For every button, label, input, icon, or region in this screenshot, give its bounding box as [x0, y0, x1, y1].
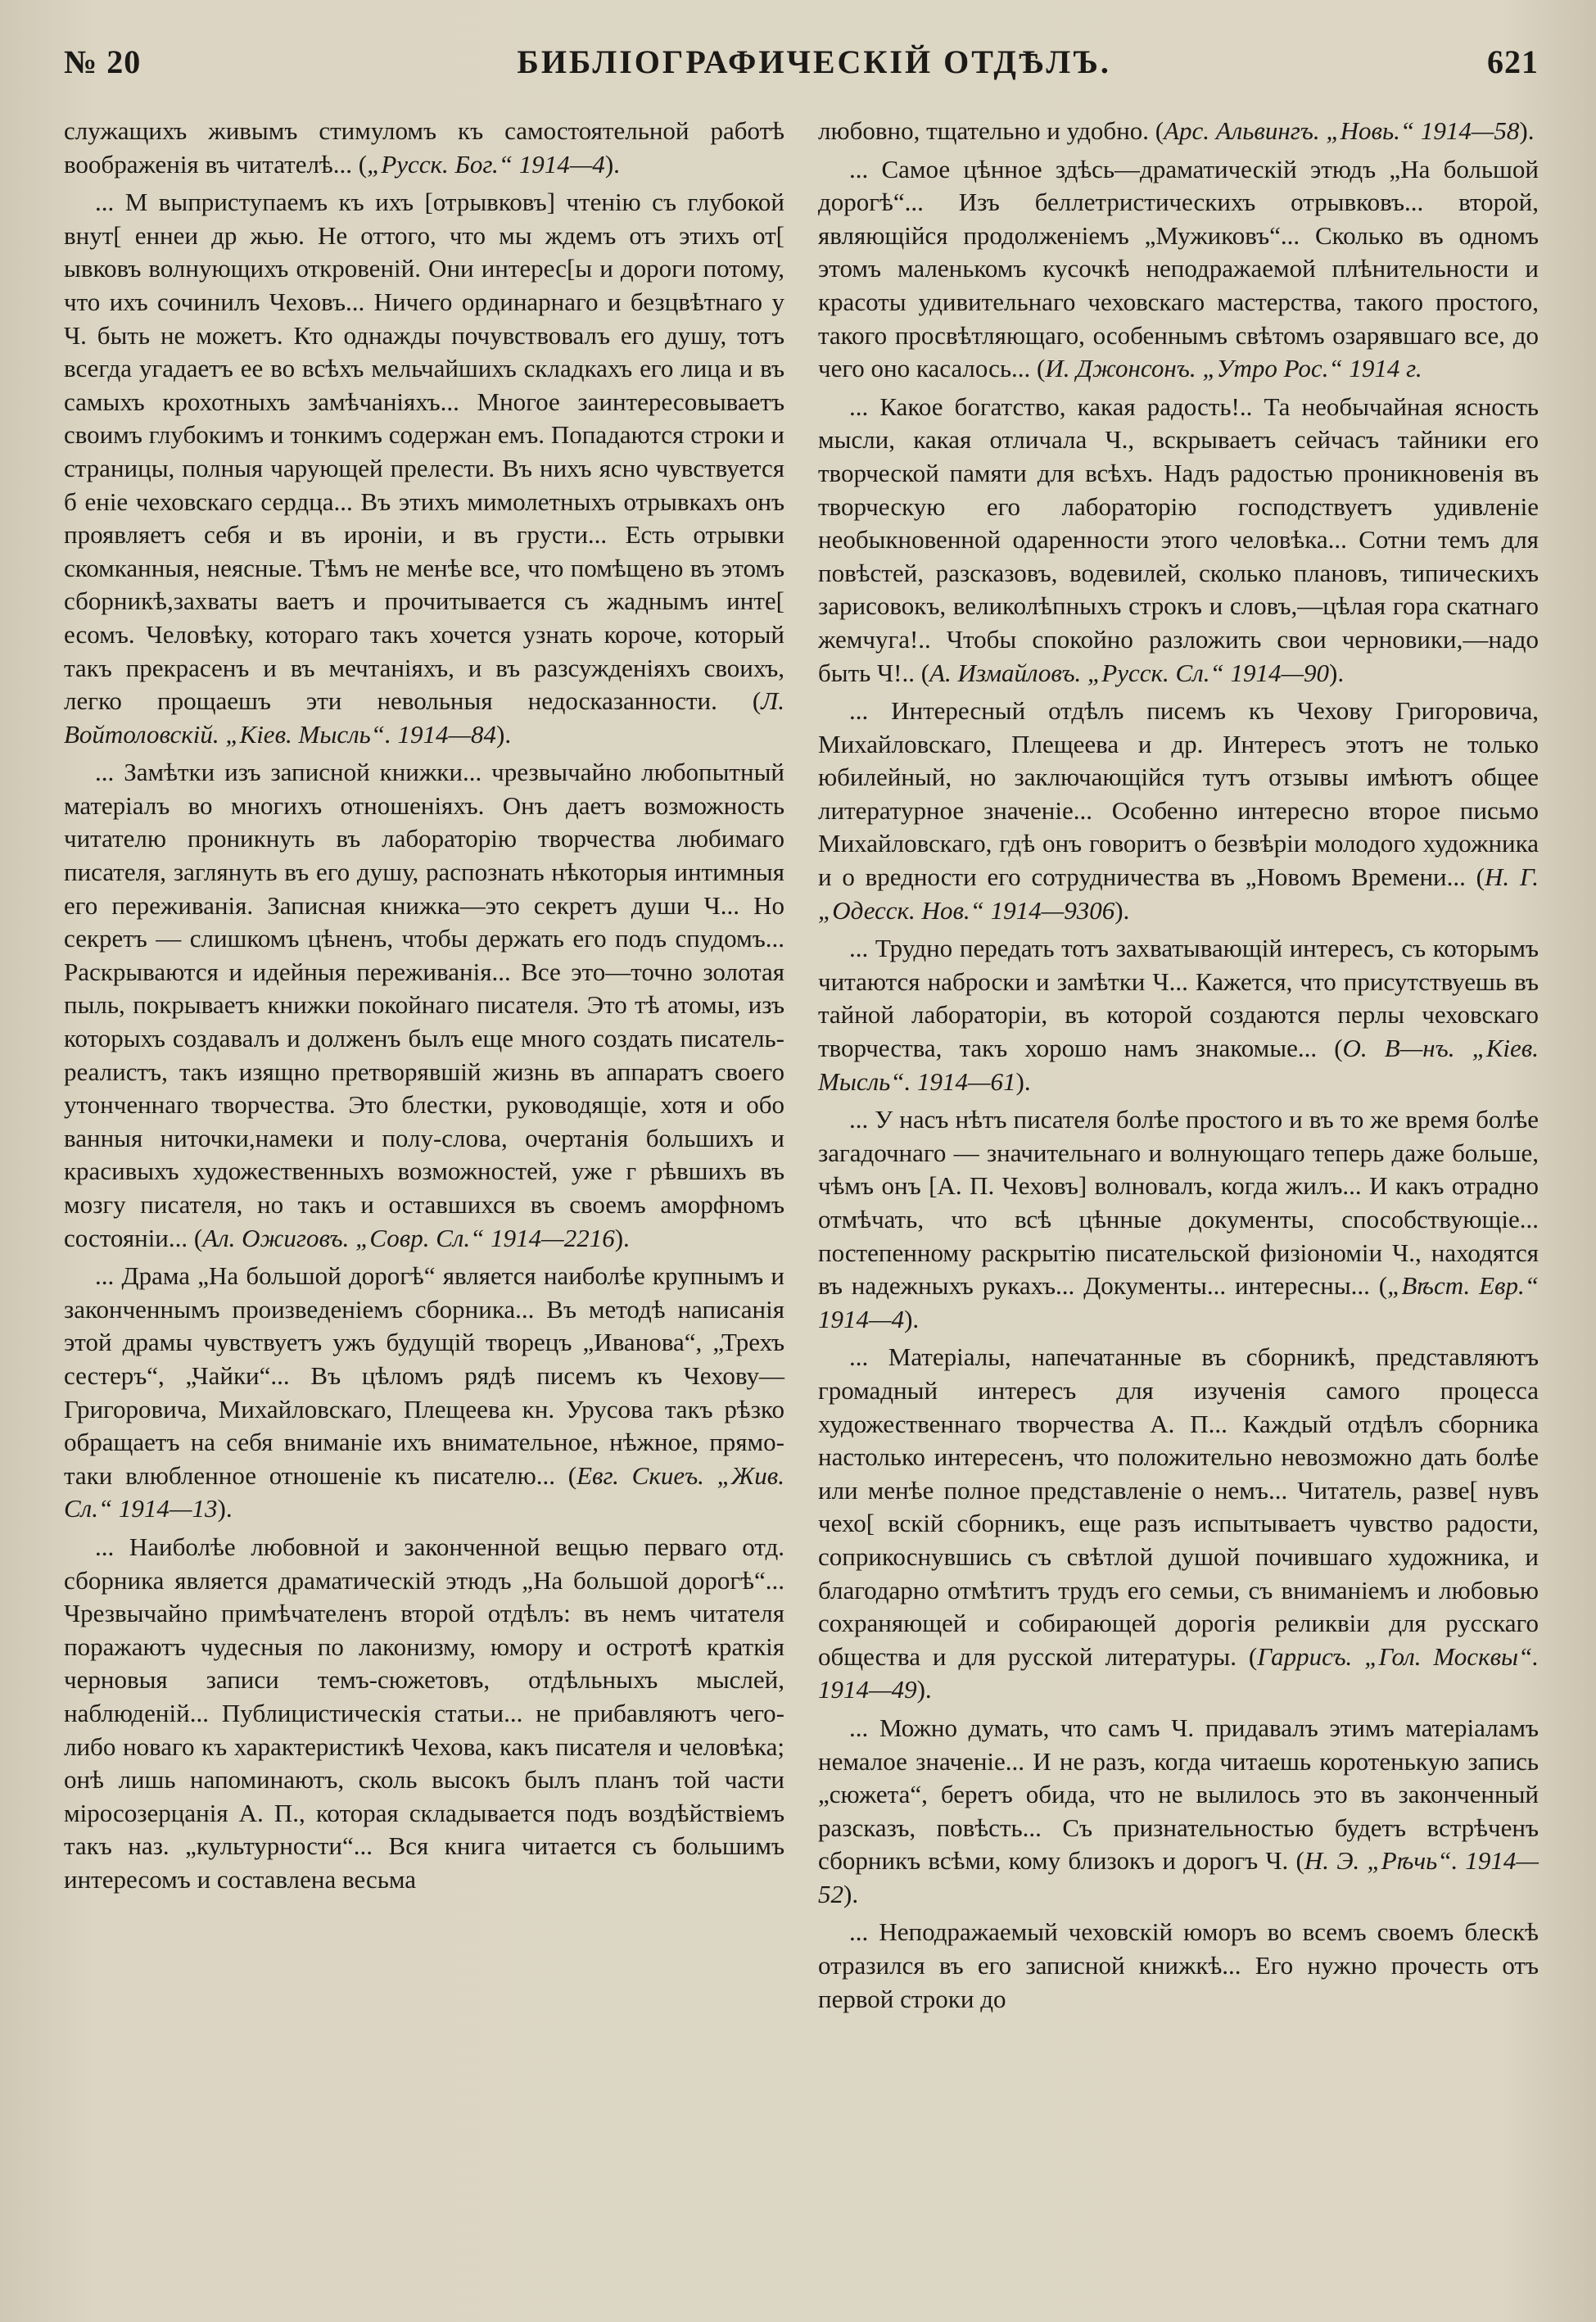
paragraph: [818, 1341, 1539, 1707]
citation-end: ).: [1329, 658, 1345, 687]
citation-source: Ал. Ожиговъ. „Совр. Сл.“ 1914—2216: [202, 1223, 615, 1252]
citation-source: О. В—нъ. „Кіев. Мысль“. 1914—61: [818, 1034, 1539, 1096]
page-number: 621: [1487, 43, 1539, 80]
running-header: [64, 43, 1539, 100]
citation-source: Л. Войтоловскій. „Кіев. Мысль“. 1914—84: [64, 686, 784, 749]
issue-number: № 20: [64, 43, 142, 80]
paragraph-text: ... Матеріалы, напечатанные въ сборникѣ, представляютъ громадный интересъ для изученія самого процесса художественнаго творчества А. П... Каждый отдѣлъ сборника настолько интересенъ, что положительно невозможно дать болѣе или менѣе полное представленіе о немъ... Читатель, разве[ нувъ чехо[ вскій сборникъ, еще разъ испытываетъ чувство радости, соприкоснувшись съ свѣтлой душой почившаго художника, и благодарно отмѣтитъ трудъ его семьи, съ вниманіемъ и любовью сохраняющей и собирающей дорогія реликвіи для русскаго общества и для русской литературы. (: [818, 1342, 1539, 1671]
paragraph-text: ... Интересный отдѣлъ писемъ къ Чехову Григоровича, Михайловскаго, Плещеева и др. Интересъ этотъ не только юбилейный, но заключающійся тутъ отзывы имѣютъ общее литературное значеніе... Особенно интересно второе письмо Михайловскаго, гдѣ онъ говоритъ о безвѣріи молодого художника и о вредности его сотрудничества въ „Новомъ Времени... (: [818, 696, 1539, 892]
paragraph-text: ... Наиболѣе любовной и законченной вещью перваго отд. сборника является драматическій этюдъ „На большой дорогѣ“... Чрезвычайно примѣчателенъ второй отдѣлъ: въ немъ читателя поражаютъ чудесныя по лаконизму, юмору и остротѣ краткія черновыя записи темъ-сюжетовъ, отдѣльныхъ мыслей, наблюденій... Публицистическія статьи... не прибавляютъ чего-либо новаго къ характеристикѣ Чехова, какъ писателя и человѣка; онѣ лишь напоминаютъ, сколь высокъ былъ планъ той части міросозерцанія А. П., которая складывается подъ воздѣйствіемъ такъ наз. „культурности“... Вся книга читается съ большимъ интересомъ и составлена весьма: [64, 1532, 784, 1894]
citation-source: Н. Г. „Одесск. Нов.“ 1914—9306: [818, 862, 1539, 925]
paragraph: [818, 153, 1539, 386]
paragraph: [64, 115, 784, 181]
citation-end: ).: [904, 1304, 920, 1333]
citation-end: ).: [614, 1223, 630, 1252]
paragraph: [818, 391, 1539, 690]
citation-source: „Вѣст. Евр.“ 1914—4: [818, 1271, 1539, 1333]
citation-end: ).: [1114, 895, 1130, 925]
citation-source: Арс. Альвингъ. „Новь.“ 1914—58: [1164, 116, 1520, 145]
paragraph: [818, 932, 1539, 1098]
citation-source: Евг. Скиеъ. „Жив. Сл.“ 1914—13: [64, 1460, 785, 1523]
paragraph-text: ... М выприступаемъ къ ихъ [отрывковъ] чтенію съ глубокой внут[ еннеи др жью. Не оттого, что мы ждемъ отъ этихъ от[ ывковъ волнующихъ откровеній. Они интерес[ы и дороги потому, что ихъ сочинилъ Чеховъ... Ничего ординарнаго и безцвѣтнаго у Ч. быть не можетъ. Кто однажды почувствовалъ его душу, тотъ всегда угадаетъ ее во всѣхъ мельчайшихъ складкахъ его лица и въ самыхъ крохотныхъ замѣчаніяхъ... Многое заинтересовываетъ своимъ глубокимъ и тонкимъ содержан емъ. Попадаются строки и страницы, полныя чарующей прелести. Въ нихъ ясно чувствуется б еніе чеховскаго сердца... Въ этихъ мимолетныхъ отрывкахъ онъ проявляетъ себя и въ иронiи, и въ грусти... Есть отрывки скомканныя, неясные. Тѣмъ не менѣе все, что помѣщено въ этомъ сборникѣ,захваты ваетъ и прочитывается съ жаднымъ инте[ есомъ. Человѣку, котораго такъ хочется узнать короче, который такъ прекрасенъ и въ мечтаніяхъ, и въ разсужденіяхъ своихъ, легко прощаешъ эти невольныя недосказанности. (: [64, 188, 784, 716]
paragraph-text: ... Какое богатство, какая радость!.. Та необычайная ясность мысли, какая отличала Ч., вскрываетъ сейчасъ тайники его творческой памяти для всѣхъ. Надъ радостью проникновенія въ творческую его лабораторію господствуетъ удивленіе необыкновенной одаренности этого человѣка... Сотни темъ для повѣстей, разсказовъ, водевилей, сколько плановъ, типическихъ зарисовокъ, великолѣпныхъ строкъ и словъ,—цѣлая гора скатнаго жемчуга!.. Чтобы спокойно разложить свои черновики,—надо быть Ч!.. (: [818, 392, 1539, 687]
paragraph-text: ... Самое цѣнное здѣсь—драматическій этюдъ „На большой дорогѣ“... Изъ беллетристическихъ отрывковъ... второй, являющійся продолженіемъ „Мужиковъ“... Сколько въ одномъ этомъ маленькомъ кусочкѣ неподражаемой плѣнительности и красоты удивительнаго чеховскаго мастерства, такого простого, такого просвѣтляющаго, особеннымъ свѣтомъ озарявшаго все, до чего оно касалось... (: [818, 154, 1539, 383]
paragraph: [64, 756, 784, 1255]
paragraph-text: ... Неподражаемый чеховскій юморъ во всемъ своемъ блескѣ отразился въ его записной книжкѣ... Его нужно прочесть отъ первой строки до: [818, 1917, 1539, 2013]
paragraph-text: ... У насъ нѣтъ писателя болѣе простого и въ то же время болѣе загадочнаго — значительнаго и волнующаго теперь даже больше, чѣмъ онъ [А. П. Чеховъ] волновалъ, когда жилъ... И какъ отрадно отмѣчать, что всѣ цѣнные документы, способствующіе... постепенному раскрытію писательской физіономіи Ч., находятся въ надежныхъ рукахъ... Документы... интересны... (: [818, 1105, 1539, 1301]
section-title: БИБЛІОГРАФИЧЕСКІЙ ОТДѢЛЪ.: [517, 43, 1111, 80]
citation-source: А. Измайловъ. „Русск. Сл.“ 1914—90: [929, 658, 1330, 687]
citation-end: ).: [1519, 116, 1535, 145]
paragraph-text: ... Можно думать, что самъ Ч. придавалъ этимъ матеріаламъ немалое значеніе... И не разъ, когда читаешь коротенькую запись „сюжета“, беретъ обида, что не вылилось это въ законченный разсказъ, повѣсть... Съ признательностью будетъ встрѣченъ сборникъ всѣми, кому близокъ и дорогъ Ч. (: [818, 1713, 1539, 1876]
citation-end: ).: [604, 149, 620, 179]
citation-end: ).: [916, 1675, 932, 1704]
paragraph: [818, 695, 1539, 927]
citation-end: ).: [843, 1879, 859, 1908]
paragraph: [818, 1103, 1539, 1336]
text-columns: [64, 115, 1539, 2021]
citation-end: ).: [496, 719, 512, 749]
paragraph: [64, 186, 784, 751]
citation-source: И. Джонсонъ. „Утро Рос.“ 1914 г.: [1045, 354, 1422, 383]
paragraph-text: служащихъ живымъ стимуломъ къ самостоятельной работѣ воображенія въ читателѣ... (: [64, 116, 784, 179]
paragraph-text: ... Замѣтки изъ записной книжки... чрезвычайно любопытный матеріалъ во многихъ отношеніяхъ. Онъ даетъ возможность читателю проникнуть въ лабораторію творчества любимаго писателя, заглянуть въ его душу, распознать нѣкоторыя интимныя его переживанія. Записная книжка—это секретъ души Ч... Но секретъ — слишкомъ цѣненъ, чтобы держать его подъ спудомъ... Раскрываются и идейныя переживанія... Все это—точно золотая пыль, покрываетъ книжки покойнаго писателя. Это тѣ атомы, изъ которыхъ создавалъ и долженъ былъ еще много создать писатель-реалистъ, такъ изящно претворявшій жизнь въ аппаратъ своего утонченнаго творчества. Это блестки, руководящіе, хотя и обо ванныя ниточки,намеки и полу-слова, очертанія большихъ и красивыхъ художественныхъ возможностей, уже г рѣвшихъ въ мозгу писателя, но такъ и оставшихся въ своемъ аморфномъ состояніи... (: [64, 758, 784, 1252]
paragraph-text: любовно, тщательно и удобно. (: [818, 116, 1164, 145]
citation-source: Гаррисъ. „Гол. Москвы“. 1914—49: [818, 1641, 1539, 1704]
citation-end: ).: [1015, 1066, 1031, 1096]
paragraph: [64, 1531, 784, 1897]
citation-source: Н. Э. „Рѣчь“. 1914—52: [818, 1846, 1539, 1908]
left-column: [64, 115, 784, 2021]
paragraph: [818, 115, 1539, 148]
paragraph-text: ... Трудно передать тотъ захватывающій интересъ, съ которымъ читаются наброски и замѣтки Ч... Кажется, что присутствуешь въ тайной лабораторіи, въ которой создаются перлы чеховскаго творчества, такъ хорошо намъ знакомые... (: [818, 934, 1539, 1063]
right-column: [818, 115, 1539, 2021]
paragraph-text: ... Драма „На большой дорогѣ“ является наиболѣе крупнымъ и законченнымъ произведеніемъ сборника... Въ методѣ написанія этой драмы чувствуетъ ужъ будущій творецъ „Иванова“, „Трехъ сестеръ“, „Чайки“... Въ цѣломъ рядѣ писемъ къ Чехову—Григоровича, Михайловскаго, Плещеева кн. Урусова такъ рѣзко обращаетъ на себя вниманіе ихъ внимательное, нѣжное, прямо-таки влюбленное отношеніе къ писателю... (: [64, 1261, 784, 1490]
citation-end: ).: [217, 1494, 233, 1523]
paragraph: [818, 1712, 1539, 1912]
paragraph: [818, 1916, 1539, 2016]
paragraph: [64, 1260, 784, 1526]
citation-source: „Русск. Бог.“ 1914—4: [367, 149, 605, 179]
